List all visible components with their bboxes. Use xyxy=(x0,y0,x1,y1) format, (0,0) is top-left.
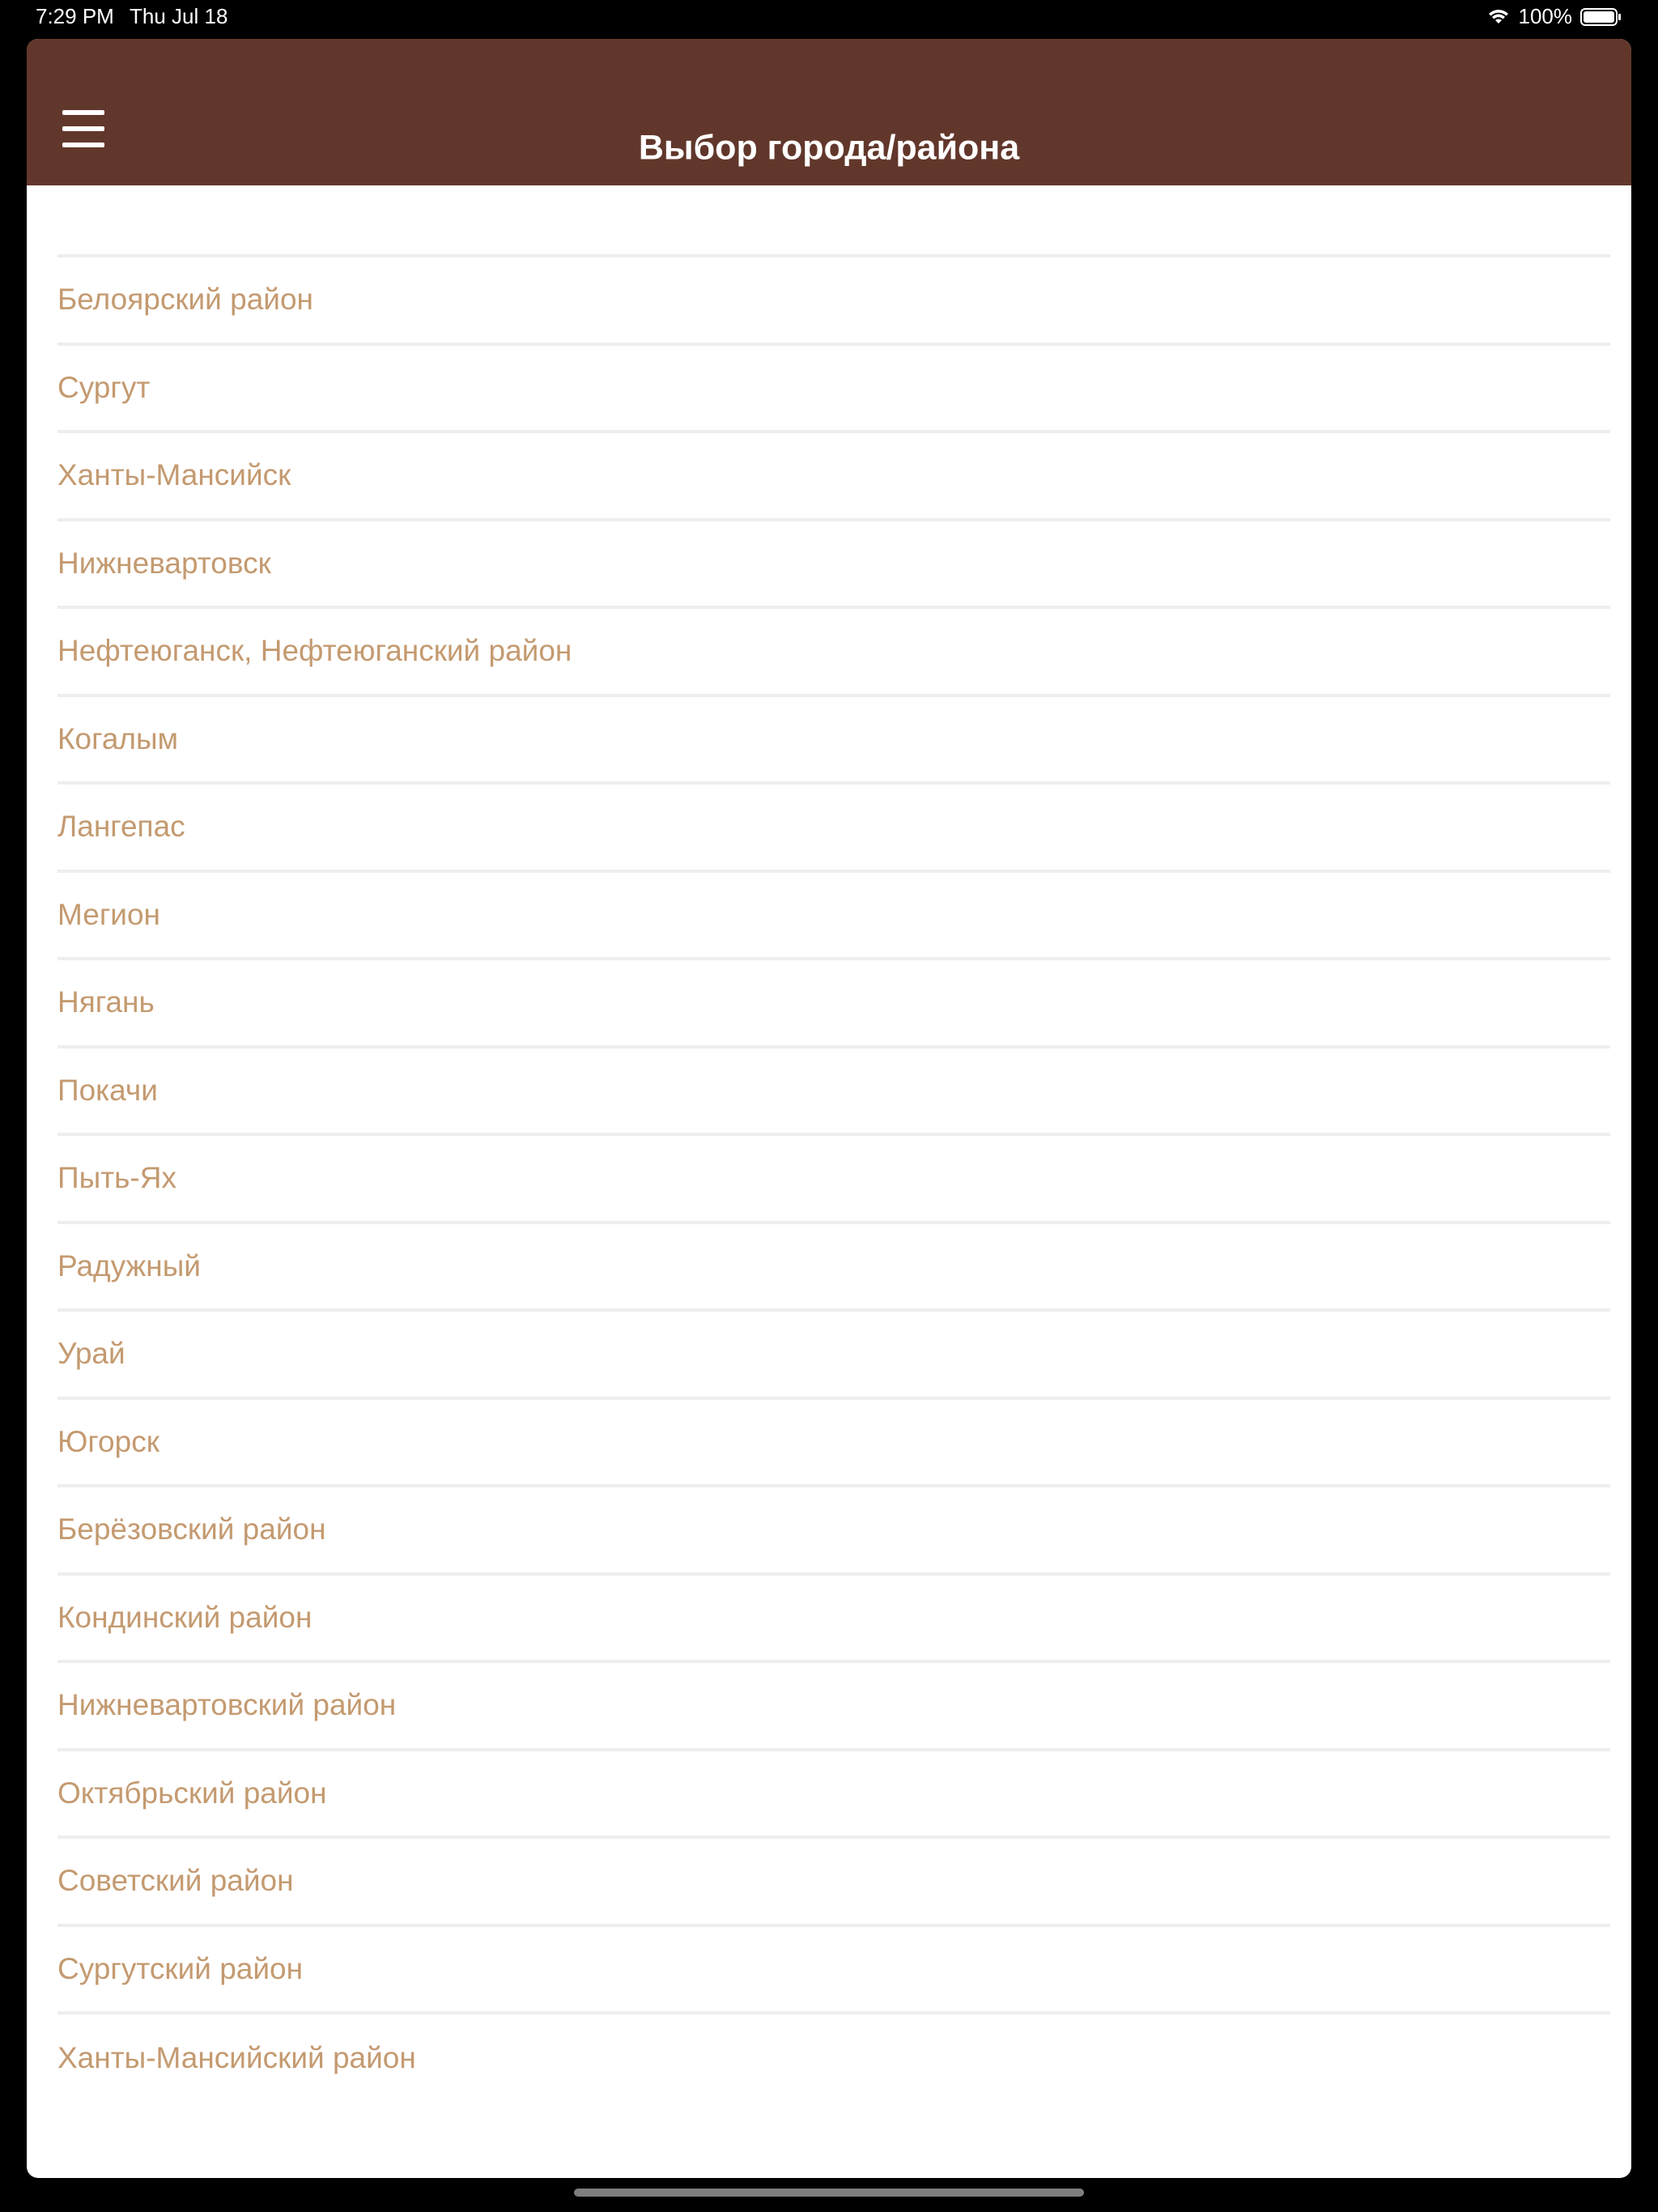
city-list-item[interactable]: Урай xyxy=(57,1312,1610,1400)
city-list-item[interactable]: Пыть-Ях xyxy=(57,1136,1610,1224)
city-list-item[interactable]: Сургутский район xyxy=(57,1927,1610,2015)
wifi-icon xyxy=(1486,7,1511,27)
page-title: Выбор города/района xyxy=(638,128,1020,168)
city-list-item[interactable]: Ханты-Мансийск xyxy=(57,433,1610,521)
city-list xyxy=(57,185,1610,2103)
city-list-item[interactable]: Берёзовский район xyxy=(57,1487,1610,1576)
status-date: Thu Jul 18 xyxy=(130,4,228,28)
city-list-item[interactable]: Белоярский район xyxy=(57,257,1610,346)
battery-percentage: 100% xyxy=(1518,4,1572,28)
app-window xyxy=(27,39,1631,2178)
city-list-item[interactable]: Лангепас xyxy=(57,785,1610,873)
home-indicator[interactable] xyxy=(574,2189,1084,2197)
status-indicators xyxy=(1486,4,1623,29)
city-list-item[interactable]: Нягань xyxy=(57,960,1610,1049)
city-list-item[interactable]: Покачи xyxy=(57,1049,1610,1137)
city-list-item[interactable]: Радужный xyxy=(57,1224,1610,1312)
city-list-item[interactable]: Советский район xyxy=(57,1839,1610,1927)
status-bar xyxy=(0,0,1658,39)
city-list-item[interactable]: Югорск xyxy=(57,1400,1610,1488)
status-time: 7:29 PM xyxy=(36,4,114,28)
city-list-item[interactable]: Сургут xyxy=(57,346,1610,434)
city-list-item[interactable]: Кондинский район xyxy=(57,1576,1610,1664)
city-list-item[interactable]: Нижневартовский район xyxy=(57,1663,1610,1751)
city-list-item[interactable]: Нефтеюганск, Нефтеюганский район xyxy=(57,609,1610,697)
city-list-item[interactable]: Ханты-Мансийский район xyxy=(57,2041,416,2075)
city-list-item[interactable]: Когалым xyxy=(57,697,1610,785)
city-list-item[interactable]: Нижневартовск xyxy=(57,521,1610,610)
city-list-item[interactable]: Мегион xyxy=(57,873,1610,961)
battery-icon xyxy=(1580,7,1622,27)
navigation-bar xyxy=(27,39,1631,185)
city-list-item[interactable]: Октябрьский район xyxy=(57,1751,1610,1840)
